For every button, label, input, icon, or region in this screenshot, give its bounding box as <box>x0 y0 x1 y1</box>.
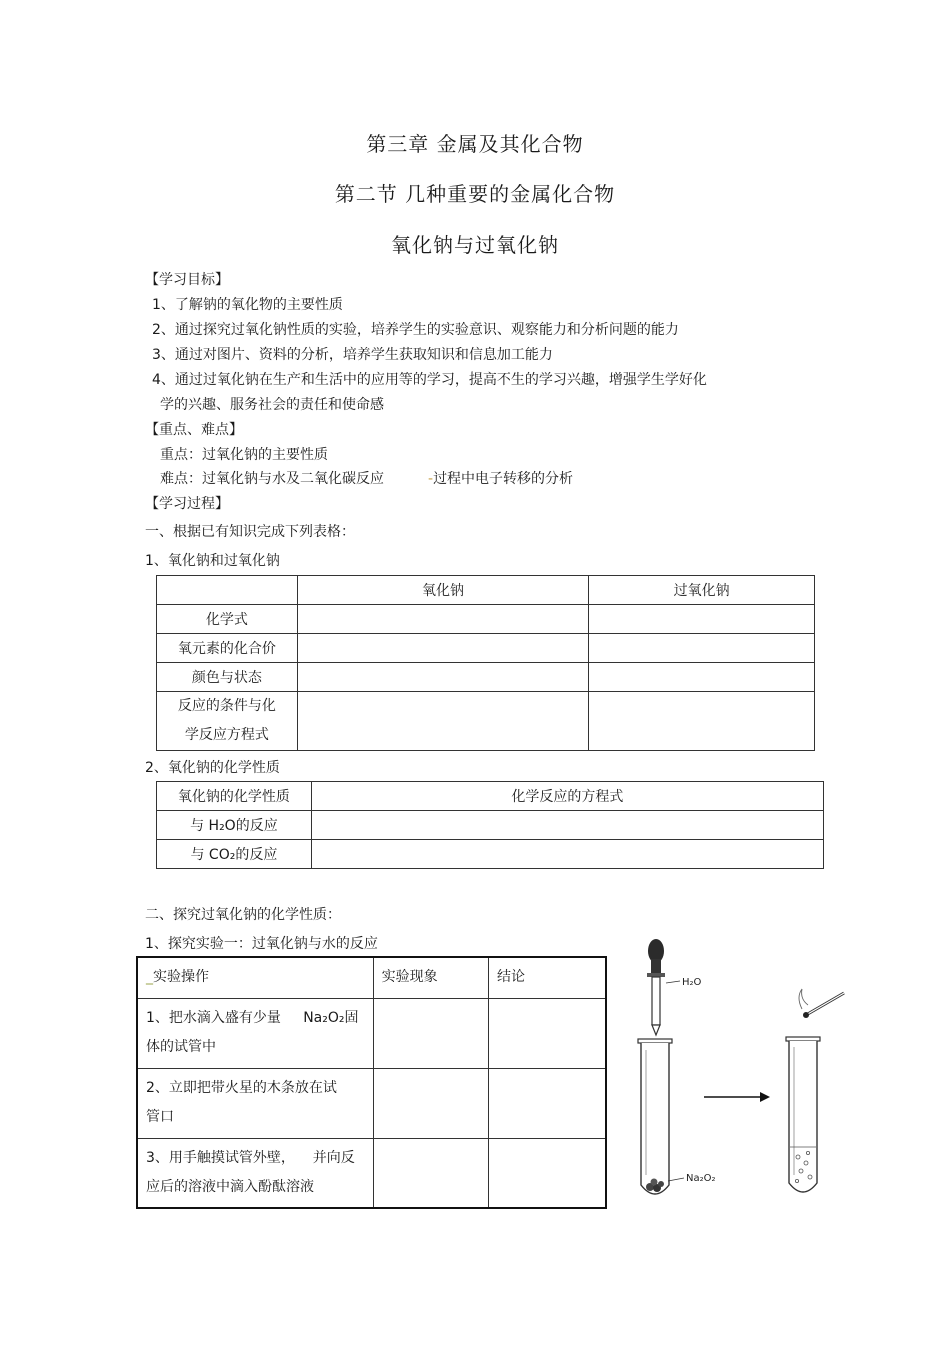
table-header-operation: _实验操作 <box>137 957 373 998</box>
water-label: H₂O <box>682 977 702 988</box>
na2o-properties-table <box>156 781 824 869</box>
objective-2: 2、通过探究过氧化钠性质的实验，培养学生的实验意识、观察能力和分析问题的能力 <box>152 322 679 338</box>
experiment-table <box>136 956 607 1209</box>
test-tube-right <box>786 1037 820 1192</box>
dropper-icon <box>647 939 665 1035</box>
oxide-comparison-table <box>156 575 815 751</box>
answer-cell[interactable] <box>373 998 488 1068</box>
key-point: 重点：过氧化钠的主要性质 <box>160 447 328 463</box>
difficult-point-tail: -过程中电子转移的分析 <box>428 471 574 487</box>
answer-cell[interactable] <box>297 692 589 751</box>
answer-cell[interactable] <box>311 840 823 869</box>
keypoints-heading: 【重点、难点】 <box>145 422 243 438</box>
row-label-reaction: 反应的条件与化 学反应方程式 <box>157 692 298 751</box>
difficult-point: 难点：过氧化钠与水及二氧化碳反应 <box>160 471 384 487</box>
table-header-na2o: 氧化钠 <box>297 576 589 605</box>
objective-4: 4、通过过氧化钠在生产和生活中的应用等的学习，提高不生的学习兴趣，增强学生学好化 <box>152 372 707 388</box>
answer-cell[interactable] <box>489 998 606 1068</box>
splint-icon <box>799 989 844 1018</box>
table-header-na2o2: 过氧化钠 <box>589 576 815 605</box>
na2o2-label: Na₂O₂ <box>686 1173 716 1184</box>
operation-step-1: 1、把水滴入盛有少量 Na₂O₂固 体的试管中 <box>137 998 373 1068</box>
answer-cell[interactable] <box>489 1068 606 1138</box>
answer-cell[interactable] <box>589 663 815 692</box>
row-label-formula: 化学式 <box>157 605 298 634</box>
row-label-valence: 氧元素的化合价 <box>157 634 298 663</box>
table-header-property: 氧化钠的化学性质 <box>157 782 312 811</box>
subsection-2: 2、氧化钠的化学性质 <box>145 760 280 776</box>
part-one-heading: 一、根据已有知识完成下列表格： <box>145 524 355 540</box>
answer-cell[interactable] <box>311 811 823 840</box>
table-header-blank <box>157 576 298 605</box>
objective-1: 1、了解钠的氧化物的主要性质 <box>152 297 343 313</box>
table-header-conclusion: 结论 <box>489 957 606 998</box>
subsection-1: 1、氧化钠和过氧化钠 <box>145 553 280 569</box>
answer-cell[interactable] <box>297 663 589 692</box>
answer-cell[interactable] <box>489 1138 606 1208</box>
answer-cell[interactable] <box>589 634 815 663</box>
answer-cell[interactable] <box>373 1068 488 1138</box>
row-label-co2: 与 CO₂的反应 <box>157 840 312 869</box>
answer-cell[interactable] <box>297 605 589 634</box>
objective-3: 3、通过对图片、资料的分析，培养学生获取知识和信息加工能力 <box>152 347 553 363</box>
table-header-equation: 化学反应的方程式 <box>311 782 823 811</box>
experiment-figure <box>630 935 860 1205</box>
row-label-water: 与 H₂O的反应 <box>157 811 312 840</box>
row-label-color-state: 颜色与状态 <box>157 663 298 692</box>
arrow-right-icon <box>704 1092 770 1102</box>
subsection-3: 1、探究实验一：过氧化钠与水的反应 <box>145 936 378 952</box>
answer-cell[interactable] <box>373 1138 488 1208</box>
test-tube-left <box>638 1039 672 1194</box>
objective-4-cont: 学的兴趣、服务社会的责任和使命感 <box>160 397 384 413</box>
chapter-title: 第三章 金属及其化合物 <box>366 132 584 156</box>
section-title: 第二节 几种重要的金属化合物 <box>334 182 616 206</box>
process-heading: 【学习过程】 <box>145 496 229 512</box>
answer-cell[interactable] <box>589 692 815 751</box>
operation-step-2: 2、立即把带火星的木条放在试 管口 <box>137 1068 373 1138</box>
table-header-phenomenon: 实验现象 <box>373 957 488 998</box>
answer-cell[interactable] <box>589 605 815 634</box>
answer-cell[interactable] <box>297 634 589 663</box>
objectives-heading: 【学习目标】 <box>145 272 229 288</box>
part-two-heading: 二、探究过氧化钠的化学性质： <box>145 907 341 923</box>
topic-title: 氧化钠与过氧化钠 <box>391 233 559 257</box>
operation-step-3: 3、用手触摸试管外壁， 并向反 应后的溶液中滴入酚酞溶液 <box>137 1138 373 1208</box>
